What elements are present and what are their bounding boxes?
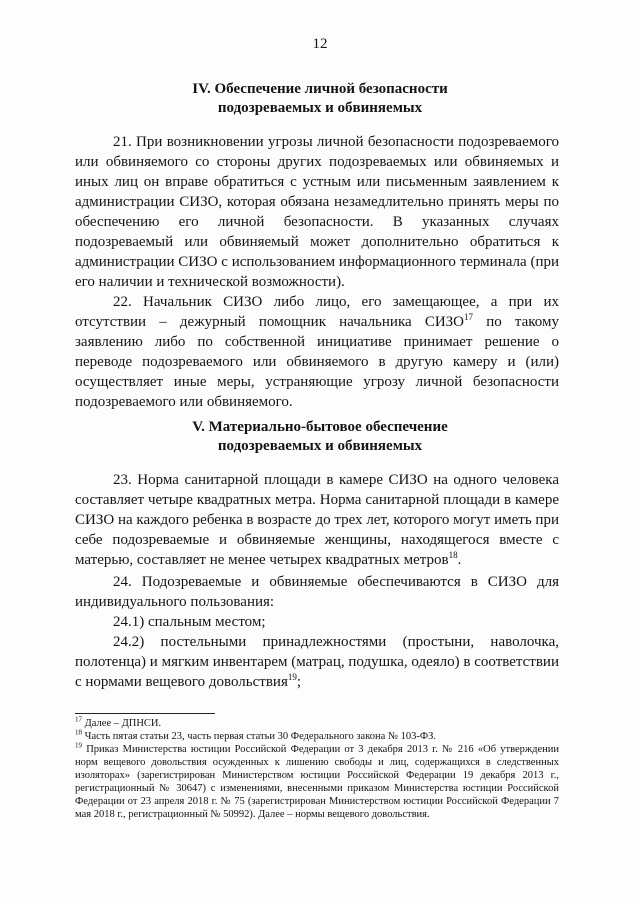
footnote-ref-19: 19 — [287, 672, 297, 682]
footnotes — [75, 717, 559, 821]
section-4-heading — [60, 80, 580, 118]
paragraph-21: 21. При возникновении угрозы личной безопасности подозреваемого или обвиняемого со стороны других подозреваемых или обвиняемых и иных лиц он вправе обратиться с устным или письменным заявлением к администрации СИЗО, которая обязана незамедлительно принять меры по обеспечению его личной безопасности. В указанных случаях подозреваемый или обвиняемый может дополнительно обратиться к администрации СИЗО с использованием информационного терминала (при его наличии и технической возможности). — [75, 134, 559, 290]
paragraph-23-end: . — [457, 552, 462, 568]
paragraph-24-2 — [75, 632, 559, 692]
footnote-17-num: 17 — [75, 715, 82, 724]
paragraph-24-1: 24.1) спальным местом; — [113, 614, 266, 630]
paragraph-22-text-b: по такому заявлению либо по собственной инициативе принимает решение о переводе подозреваемого или обвиняемого в другую камеру и (или) осуществляет иные меры, устраняющие угрозу личной безопасности подозреваемого или обвиняемого. — [75, 314, 560, 410]
paragraph-24-2-text: 24.2) постельными принадлежностями (простыни, наволочка, полотенца) и мягким инвентарем (матрац, подушка, одеяло) в соответствии с нормами вещевого довольствия — [75, 634, 559, 690]
footnote-19-num: 19 — [75, 741, 82, 750]
footnote-17-text: Далее – ДПНСИ. — [82, 718, 162, 729]
footnote-18-text: Часть пятая статьи 23, часть первая статьи 30 Федерального закона № 103-ФЗ. — [82, 731, 437, 742]
section-5-title-line2: подозреваемых и обвиняемых — [217, 438, 423, 454]
footnote-18 — [75, 730, 559, 743]
footnote-ref-17: 17 — [464, 312, 474, 322]
footnote-19 — [75, 743, 559, 821]
page-number: 12 — [312, 36, 328, 52]
footnote-divider — [75, 713, 215, 714]
paragraph-24-2-end: ; — [296, 674, 302, 690]
footnote-18-num: 18 — [75, 728, 82, 737]
section-4-title-line1: IV. Обеспечение личной безопасности — [192, 81, 448, 97]
footnote-ref-18: 18 — [448, 550, 458, 560]
footnote-17 — [75, 717, 559, 730]
paragraph-22-text-a: 22. Начальник СИЗО либо лицо, его замещающее, а при их отсутствии – дежурный помощник начальника СИЗО — [75, 294, 559, 330]
section-4-title-line2: подозреваемых и обвиняемых — [217, 100, 423, 116]
section-5-heading — [60, 418, 580, 456]
section-5-title-line1: V. Материально-бытовое обеспечение — [192, 419, 448, 435]
footnote-19-text: Приказ Министерства юстиции Российской Федерации от 3 декабря 2013 г. № 216 «Об утверждении норм вещевого довольствия осужденных к лишению свободы и лиц, содержащихся в следственных изоляторах» (зарегистрирован Министерством юстиции Российской Федерации 19 декабря 2013 г., регистрационный № 30647) с изменениями, внесенными приказом Министерства юстиции Российской Федерации от 23 апреля 2018 г. № 75 (зарегистрирован Министерством юстиции Российской Федерации 7 мая 2018 г., регистрационный № 50992). Далее – нормы вещевого довольствия. — [75, 744, 559, 820]
paragraph-23-text: 23. Норма санитарной площади в камере СИЗО на одного человека составляет четыре квадратных метра. Норма санитарной площади в камере СИЗО на каждого ребенка в возрасте до трех лет, которого могут иметь при себе подозреваемые и обвиняемые женщины, находящегося вместе с матерью, составляет не менее четырех квадратных метров — [75, 472, 559, 568]
paragraph-24: 24. Подозреваемые и обвиняемые обеспечиваются в СИЗО для индивидуального пользования: — [75, 574, 559, 610]
paragraph-23 — [75, 470, 559, 570]
paragraph-22 — [75, 292, 559, 412]
